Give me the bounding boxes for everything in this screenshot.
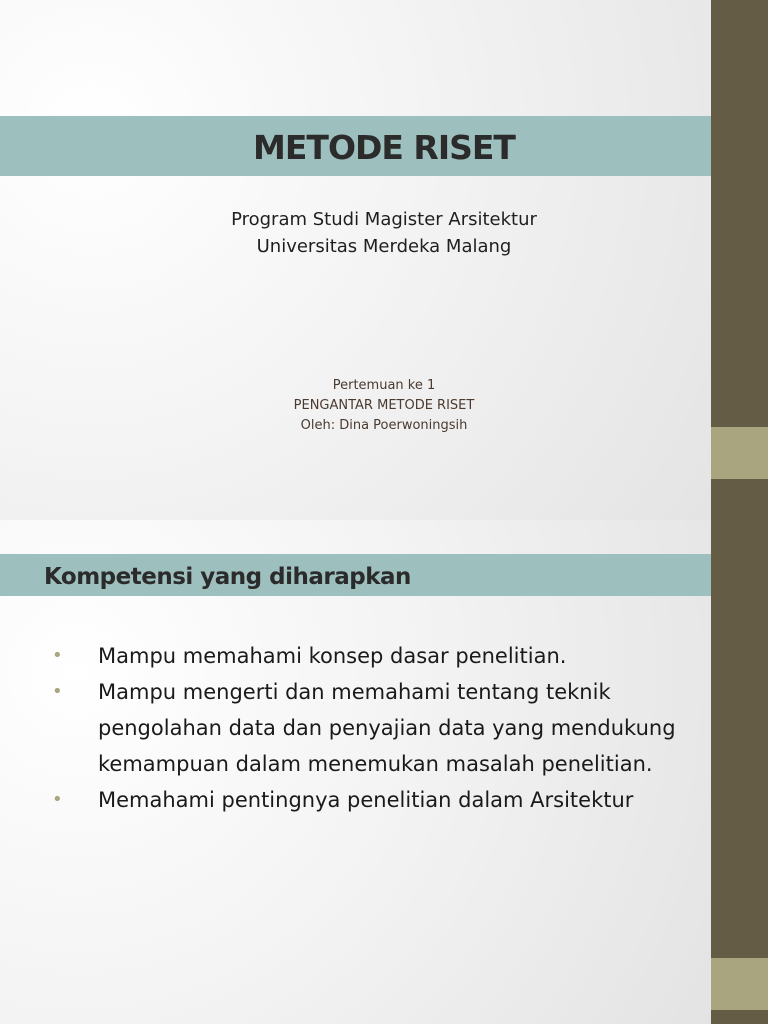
subtitle-program: Program Studi Magister Arsitektur (231, 209, 537, 230)
bullet-text: Memahami pentingnya penelitian dalam Arsitektur (98, 788, 634, 812)
meeting-number: Pertemuan ke 1 (332, 378, 436, 393)
list-item (52, 638, 702, 674)
list-item (52, 674, 702, 782)
subtitle-university: Universitas Merdeka Malang (256, 236, 512, 257)
bullet-text: Mampu mengerti dan memahami tentang teknik pengolahan data dan penyajian data yang mendukung kemampuan dalam menemukan masalah penelitian. (98, 680, 676, 776)
slide-title: METODE RISET (253, 128, 515, 167)
meeting-author: Oleh: Dina Poerwoningsih (300, 418, 468, 433)
subtitle (0, 206, 768, 260)
slide-heading: Kompetensi yang diharapkan (44, 564, 411, 590)
meeting-topic: PENGANTAR METODE RISET (293, 398, 475, 413)
meeting-info (0, 376, 768, 436)
bullet-list (52, 638, 702, 818)
bullet-icon: • (52, 645, 63, 666)
side-accent (711, 958, 768, 1010)
competency-slide (0, 520, 768, 1024)
bullet-text: Mampu memahami konsep dasar penelitian. (98, 644, 567, 668)
bullet-icon: • (52, 789, 63, 810)
bullet-icon: • (52, 681, 63, 702)
list-item (52, 782, 702, 818)
side-bar (711, 520, 768, 1024)
